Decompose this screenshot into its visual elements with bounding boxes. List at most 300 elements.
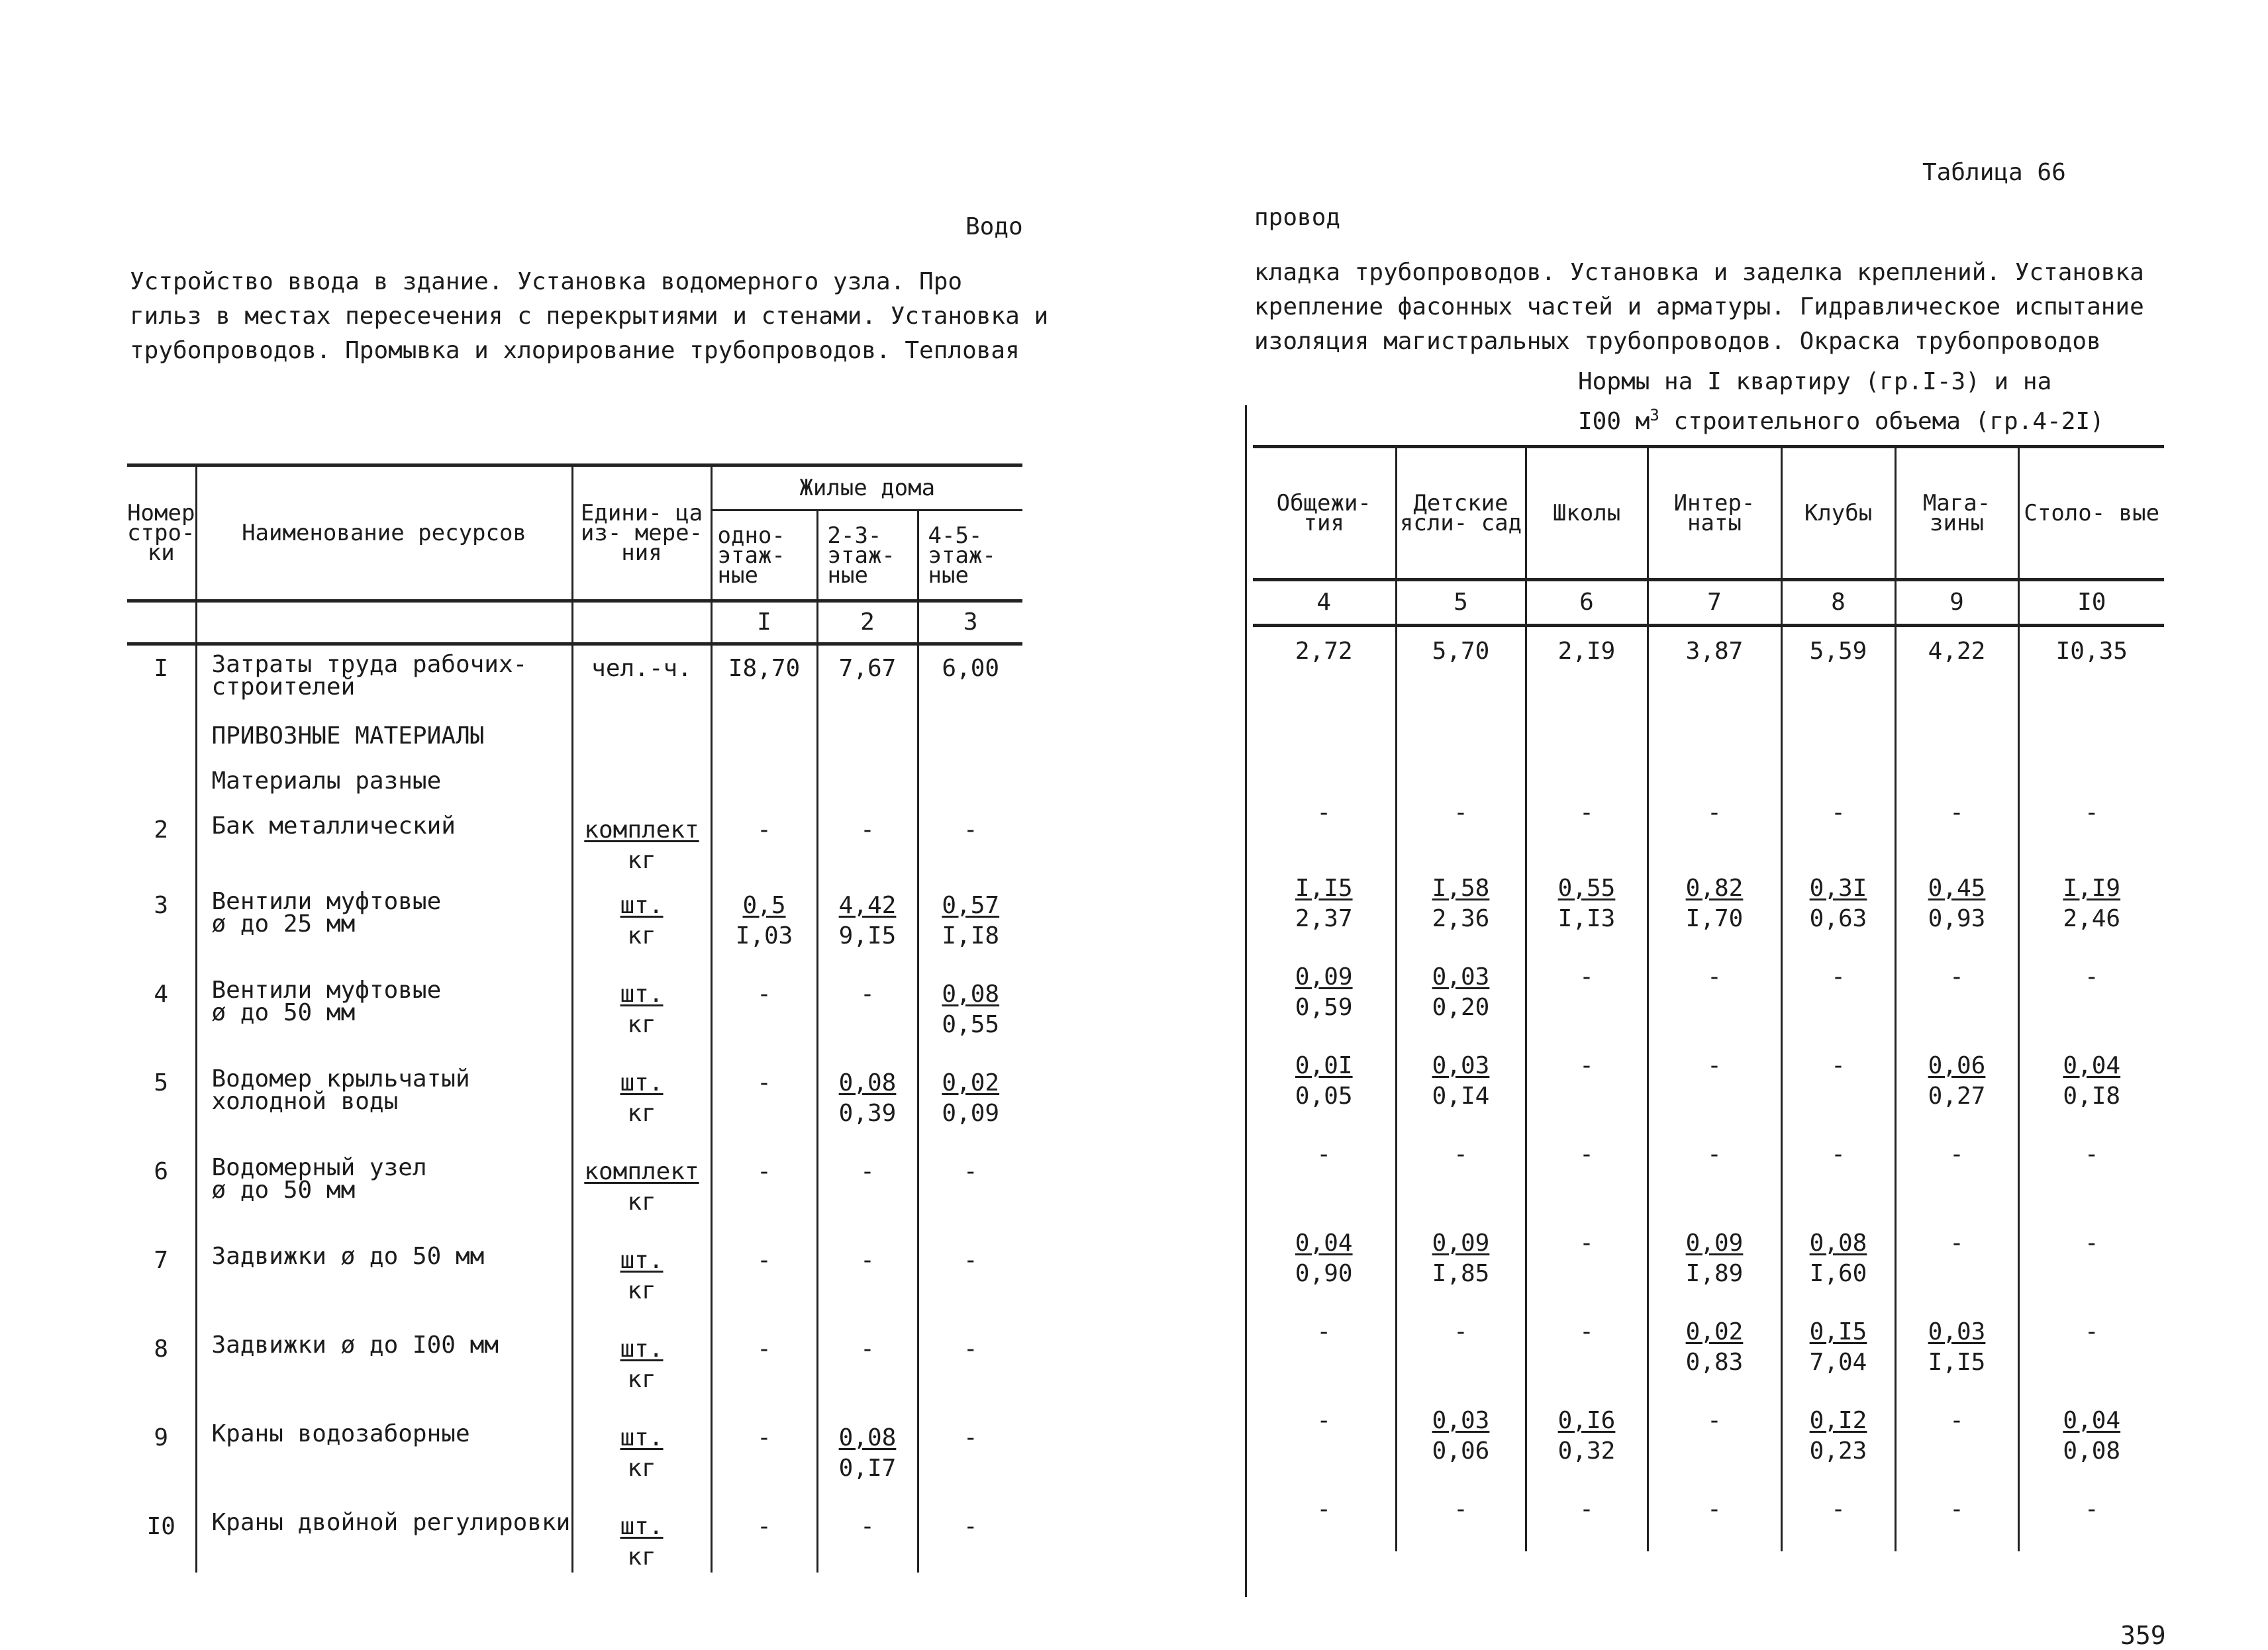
cell-value: 0,06 xyxy=(1432,1437,1490,1465)
column-index: 9 xyxy=(1895,580,2018,626)
cell-value: - xyxy=(1579,1318,1594,1345)
value-cell xyxy=(1648,789,1781,864)
table-row xyxy=(1253,1485,2164,1551)
header-residential-group: Жилые дома xyxy=(711,465,1022,510)
cell-value: - xyxy=(860,1157,875,1185)
row-number: 6 xyxy=(127,1149,196,1238)
header-unit: Едини- ца из- мере- ния xyxy=(572,465,711,601)
cell-value: 2,36 xyxy=(1432,904,1490,932)
value-cell xyxy=(1648,699,1781,744)
cell-value: 0,04 xyxy=(1295,1229,1353,1257)
value-cell xyxy=(1781,1308,1895,1396)
value-cell xyxy=(1396,953,1526,1042)
cell-value: - xyxy=(2084,799,2099,826)
cell-value: - xyxy=(1316,799,1332,826)
cell-value: - xyxy=(1707,799,1722,826)
resource-name-line: строителей xyxy=(211,673,356,701)
cell-value: 2,I9 xyxy=(1557,638,1616,665)
value-cell xyxy=(1895,864,2018,953)
value-cell xyxy=(1396,1485,1526,1551)
cell-value: 0,02 xyxy=(1685,1318,1744,1345)
description-line: гильз в местах пересечения с перекрытиями и стенами. Установка и xyxy=(130,303,1049,330)
cell-value: - xyxy=(1949,1495,1964,1523)
cell-value: 0,04 xyxy=(2063,1051,2121,1079)
unit-line: шт. xyxy=(620,891,664,919)
cell-value: 4,22 xyxy=(1928,638,1986,665)
resource-name-line: ø до 50 мм xyxy=(211,1176,356,1204)
title-right: провод xyxy=(1254,204,1341,231)
value-cell xyxy=(2018,1042,2164,1130)
unit-line: кг xyxy=(627,1543,656,1571)
index-2: 2 xyxy=(817,601,918,644)
value-cell xyxy=(1253,1130,1396,1219)
header-building-type: Интер- наты xyxy=(1648,447,1781,580)
cell-value: I,60 xyxy=(1809,1259,1867,1287)
value-cell xyxy=(1648,1485,1781,1551)
cell-value: I,70 xyxy=(1685,904,1744,932)
index-3: 3 xyxy=(963,608,978,636)
cell-value: 2,72 xyxy=(1295,638,1353,665)
cell-value: - xyxy=(757,1424,771,1451)
value-cell xyxy=(1648,1219,1781,1308)
value-cell xyxy=(1895,1042,2018,1130)
cell-value: - xyxy=(1454,1140,1468,1168)
value-cell xyxy=(1253,864,1396,953)
cell-value: 5,59 xyxy=(1809,638,1867,665)
cell-value: - xyxy=(1949,963,1964,991)
value-cell xyxy=(918,1504,1022,1573)
value-cell xyxy=(817,1149,918,1238)
value-cell xyxy=(1253,744,1396,789)
resource-name-line: Задвижки ø до 50 мм xyxy=(211,1242,485,1270)
value-cell xyxy=(817,1238,918,1326)
cell-value: 0,I5 xyxy=(1809,1318,1867,1345)
cell-value: 0,20 xyxy=(1432,993,1490,1021)
value-cell xyxy=(711,1060,817,1149)
resource-name xyxy=(196,883,572,971)
resource-name xyxy=(196,717,572,762)
unit-line: кг xyxy=(627,922,656,949)
value-cell xyxy=(2018,1396,2164,1485)
value-cell xyxy=(1781,864,1895,953)
value-cell xyxy=(918,644,1022,717)
value-cell xyxy=(918,807,1022,883)
value-cell xyxy=(1781,1485,1895,1551)
cell-value: 0,08 xyxy=(2063,1437,2121,1465)
cell-value: 2,37 xyxy=(1295,904,1353,932)
unit-of-measure xyxy=(572,807,711,883)
resource-name xyxy=(196,644,572,717)
description-right xyxy=(1254,256,2144,359)
value-cell xyxy=(2018,1308,2164,1396)
value-cell xyxy=(1526,699,1648,744)
header-col-2-3-storey: 2-3- этаж- ные xyxy=(817,510,918,601)
cell-value: 7,67 xyxy=(838,655,897,682)
cell-value: 3,87 xyxy=(1685,638,1744,665)
cell-value: - xyxy=(757,1246,771,1274)
row-number: 5 xyxy=(127,1060,196,1149)
unit-of-measure xyxy=(572,1149,711,1238)
cell-value: 0,02 xyxy=(942,1069,1000,1096)
cell-value: - xyxy=(757,1069,771,1096)
cell-value: 0,0I xyxy=(1295,1051,1353,1079)
table-row xyxy=(127,1504,1022,1573)
unit-of-measure xyxy=(572,1504,711,1573)
value-cell xyxy=(1253,1042,1396,1130)
value-cell xyxy=(1526,1485,1648,1551)
cell-value: 0,59 xyxy=(1295,993,1353,1021)
table-row xyxy=(1253,626,2164,699)
value-cell xyxy=(711,762,817,807)
value-cell xyxy=(1895,1308,2018,1396)
cell-value: 0,06 xyxy=(1928,1051,1986,1079)
value-cell xyxy=(1396,1396,1526,1485)
cell-value: 0,03 xyxy=(1432,1051,1490,1079)
cell-value: 0,39 xyxy=(838,1099,897,1127)
value-cell xyxy=(1253,1308,1396,1396)
value-cell xyxy=(711,1238,817,1326)
cell-value: - xyxy=(860,1512,875,1540)
value-cell xyxy=(1396,744,1526,789)
value-cell xyxy=(1526,1396,1648,1485)
cell-value: 0,08 xyxy=(942,980,1000,1008)
cell-value: - xyxy=(860,1246,875,1274)
row-number: I0 xyxy=(127,1504,196,1573)
cell-value: - xyxy=(860,816,875,844)
value-cell xyxy=(1526,789,1648,864)
resource-name-line: Краны двойной регулировки xyxy=(211,1508,571,1536)
value-cell xyxy=(817,1060,918,1149)
cell-value: - xyxy=(1454,1318,1468,1345)
value-cell xyxy=(2018,864,2164,953)
unit-line: комплект xyxy=(584,1157,699,1185)
resource-name-line: Затраты труда рабочих- xyxy=(211,651,528,678)
unit-of-measure xyxy=(572,971,711,1060)
value-cell xyxy=(817,971,918,1060)
cell-value: I,03 xyxy=(735,922,793,949)
cell-value: - xyxy=(757,1157,771,1185)
cell-value: 0,90 xyxy=(1295,1259,1353,1287)
value-cell xyxy=(817,644,918,717)
cell-value: - xyxy=(1831,799,1846,826)
cell-value: - xyxy=(2084,963,2099,991)
cell-value: I,85 xyxy=(1432,1259,1490,1287)
unit-line: кг xyxy=(627,1099,656,1127)
value-cell xyxy=(817,762,918,807)
row-number: 2 xyxy=(127,807,196,883)
cell-value: 0,08 xyxy=(1809,1229,1867,1257)
value-cell xyxy=(1781,789,1895,864)
column-index: 5 xyxy=(1396,580,1526,626)
right-table-left-border xyxy=(1245,405,1247,1597)
table-row xyxy=(127,1238,1022,1326)
unit-line: шт. xyxy=(620,1335,664,1363)
value-cell xyxy=(2018,1485,2164,1551)
cell-value: - xyxy=(963,1424,978,1451)
cell-value: - xyxy=(1949,1140,1964,1168)
header-building-type: Детские ясли- сад xyxy=(1396,447,1526,580)
value-cell xyxy=(1396,864,1526,953)
cell-value: 0,09 xyxy=(1295,963,1353,991)
cell-value: I,I8 xyxy=(942,922,1000,949)
cell-value: - xyxy=(1579,799,1594,826)
cell-value: 0,45 xyxy=(1928,874,1986,902)
value-cell xyxy=(1781,1042,1895,1130)
unit-line: кг xyxy=(627,846,656,874)
cell-value: - xyxy=(1316,1495,1332,1523)
value-cell xyxy=(817,1326,918,1415)
cell-value: - xyxy=(860,1335,875,1363)
value-cell xyxy=(1253,626,1396,699)
cell-value: - xyxy=(1579,1140,1594,1168)
cell-value: - xyxy=(1707,1140,1722,1168)
value-cell xyxy=(1253,1396,1396,1485)
value-cell xyxy=(1648,1396,1781,1485)
value-cell xyxy=(817,717,918,762)
table-row xyxy=(1253,953,2164,1042)
header-col-4-5-storey: 4-5- этаж- ные xyxy=(928,522,996,589)
cell-value: - xyxy=(1579,1051,1594,1079)
value-cell xyxy=(1648,953,1781,1042)
cell-value: - xyxy=(1831,1495,1846,1523)
value-cell xyxy=(1648,864,1781,953)
row-number: 9 xyxy=(127,1415,196,1504)
cell-value: - xyxy=(1579,1229,1594,1257)
value-cell xyxy=(1253,1219,1396,1308)
cell-value: I0,35 xyxy=(2055,638,2128,665)
value-cell xyxy=(817,807,918,883)
cell-value: 0,I8 xyxy=(2063,1082,2121,1110)
cell-value: - xyxy=(1316,1140,1332,1168)
norms-line-2: I00 $м^3$ строительного объема (гр.4-2I) xyxy=(1578,406,2104,435)
description-left xyxy=(130,265,1048,368)
table-row xyxy=(127,1415,1022,1504)
column-index: 8 xyxy=(1781,580,1895,626)
value-cell xyxy=(1781,1130,1895,1219)
cell-value: I,89 xyxy=(1685,1259,1744,1287)
cell-value: 0,09 xyxy=(1432,1229,1490,1257)
left-resource-table xyxy=(127,463,1022,1573)
right-building-type-table xyxy=(1253,445,2164,1551)
table-row xyxy=(127,1060,1022,1149)
table-row xyxy=(1253,744,2164,789)
value-cell xyxy=(711,644,817,717)
cell-value: 0,3I xyxy=(1809,874,1867,902)
value-cell xyxy=(2018,699,2164,744)
resource-name xyxy=(196,1504,572,1573)
cell-value: - xyxy=(963,1246,978,1274)
row-number xyxy=(127,717,196,762)
value-cell xyxy=(711,807,817,883)
resource-name xyxy=(196,1238,572,1326)
value-cell xyxy=(918,1238,1022,1326)
unit-line: шт. xyxy=(620,1424,664,1451)
table-row xyxy=(127,644,1022,717)
description-line: Устройство ввода в здание. Установка водомерного узла. Про xyxy=(130,268,963,295)
cell-value: I,I5 xyxy=(1295,874,1353,902)
value-cell xyxy=(2018,626,2164,699)
value-cell xyxy=(817,1415,918,1504)
resource-name-line: Водомерный узел xyxy=(211,1153,427,1181)
cell-value: 0,03 xyxy=(1928,1318,1986,1345)
value-cell xyxy=(918,1149,1022,1238)
table-row xyxy=(127,807,1022,883)
unit-of-measure xyxy=(572,1060,711,1149)
cell-value: - xyxy=(1316,1406,1332,1434)
cell-value: - xyxy=(1831,1140,1846,1168)
unit-of-measure xyxy=(572,1238,711,1326)
cell-value: - xyxy=(1831,963,1846,991)
row-number: 7 xyxy=(127,1238,196,1326)
resource-name-line: Вентили муфтовые xyxy=(211,976,442,1004)
description-line: крепление фасонных частей и арматуры. Гидравлическое испытание xyxy=(1254,293,2144,320)
table-row xyxy=(1253,1219,2164,1308)
value-cell xyxy=(1895,699,2018,744)
column-index: I0 xyxy=(2077,589,2106,616)
cell-value: 0,57 xyxy=(942,891,1000,919)
unit-line: шт. xyxy=(620,1246,664,1274)
value-cell xyxy=(1895,1130,2018,1219)
table-row xyxy=(1253,1396,2164,1485)
value-cell xyxy=(1396,1042,1526,1130)
value-cell xyxy=(1396,1219,1526,1308)
header-building-type: Столо- вые xyxy=(2024,500,2160,526)
page-number: 359 xyxy=(2120,1621,2166,1650)
value-cell xyxy=(1253,953,1396,1042)
resource-name-line: Задвижки ø до I00 мм xyxy=(211,1331,499,1359)
value-cell xyxy=(1648,626,1781,699)
header-building-type: Мага- зины xyxy=(1895,447,2018,580)
resource-name xyxy=(196,1415,572,1504)
cell-value: 9,I5 xyxy=(838,922,897,949)
unit-line: шт. xyxy=(620,1512,664,1540)
cell-value: 0,83 xyxy=(1685,1348,1744,1376)
cell-value: - xyxy=(1949,1229,1964,1257)
cell-value: 2,46 xyxy=(2063,904,2121,932)
resource-name-line: ПРИВОЗНЫЕ МАТЕРИАЛЫ xyxy=(211,722,485,750)
cell-value: - xyxy=(1454,1495,1468,1523)
cell-value: 0,I4 xyxy=(1432,1082,1490,1110)
value-cell xyxy=(817,883,918,971)
table-row xyxy=(127,1326,1022,1415)
unit-of-measure xyxy=(572,717,711,762)
cell-value: 0,05 xyxy=(1295,1082,1353,1110)
cell-value: I8,70 xyxy=(728,655,801,682)
table-row xyxy=(1253,699,2164,744)
cell-value: 5,70 xyxy=(1432,638,1490,665)
cell-value: - xyxy=(963,1157,978,1185)
unit-of-measure xyxy=(572,1415,711,1504)
cell-value: - xyxy=(2084,1140,2099,1168)
resource-name xyxy=(196,1149,572,1238)
value-cell xyxy=(1253,789,1396,864)
value-cell xyxy=(1648,1308,1781,1396)
value-cell xyxy=(1781,626,1895,699)
column-index: 6 xyxy=(1526,580,1648,626)
cell-value: I,I3 xyxy=(1557,904,1616,932)
value-cell xyxy=(1396,1308,1526,1396)
cell-value: I,I5 xyxy=(1928,1348,1986,1376)
header-building-type: Школы xyxy=(1526,447,1648,580)
cell-value: - xyxy=(2084,1495,2099,1523)
table-row xyxy=(127,717,1022,762)
value-cell xyxy=(711,971,817,1060)
unit-line: кг xyxy=(627,1365,656,1393)
row-number xyxy=(127,762,196,807)
unit-line: кг xyxy=(627,1188,656,1216)
value-cell xyxy=(1781,699,1895,744)
table-row xyxy=(1253,1042,2164,1130)
cell-value: 0,5 xyxy=(742,891,786,919)
cell-value: - xyxy=(963,816,978,844)
cell-value: 0,I7 xyxy=(838,1454,897,1482)
cell-value: - xyxy=(1454,799,1468,826)
value-cell xyxy=(2018,744,2164,789)
row-number: 8 xyxy=(127,1326,196,1415)
value-cell xyxy=(1396,1130,1526,1219)
value-cell xyxy=(1396,789,1526,864)
value-cell xyxy=(1526,1130,1648,1219)
cell-value: - xyxy=(1579,1495,1594,1523)
unit-line: чел.-ч. xyxy=(591,655,692,682)
cell-value: 0,04 xyxy=(2063,1406,2121,1434)
value-cell xyxy=(1895,1485,2018,1551)
value-cell xyxy=(1526,1308,1648,1396)
unit-line: кг xyxy=(627,1454,656,1482)
cell-value: 0,23 xyxy=(1809,1437,1867,1465)
value-cell xyxy=(711,1504,817,1573)
value-cell xyxy=(918,971,1022,1060)
table-row xyxy=(1253,1130,2164,1219)
value-cell xyxy=(1895,953,2018,1042)
header-row-number: Номер стро- ки xyxy=(127,465,196,601)
unit-of-measure xyxy=(572,883,711,971)
column-index: 7 xyxy=(1648,580,1781,626)
resource-name-line: Водомер крыльчатый xyxy=(211,1065,470,1092)
cell-value: - xyxy=(1949,1406,1964,1434)
cell-value: - xyxy=(1949,799,1964,826)
cell-value: - xyxy=(2084,1318,2099,1345)
cell-value: 0,09 xyxy=(942,1099,1000,1127)
cell-value: - xyxy=(1707,1051,1722,1079)
cell-value: 0,55 xyxy=(1557,874,1616,902)
row-number: 4 xyxy=(127,971,196,1060)
value-cell xyxy=(1895,1219,2018,1308)
resource-name-line: холодной воды xyxy=(211,1087,399,1115)
cell-value: - xyxy=(1831,1051,1846,1079)
table-row xyxy=(1253,789,2164,864)
cell-value: 0,09 xyxy=(1685,1229,1744,1257)
value-cell xyxy=(1895,1396,2018,1485)
cell-value: - xyxy=(963,1335,978,1363)
value-cell xyxy=(1781,744,1895,789)
value-cell xyxy=(711,717,817,762)
cell-value: 0,63 xyxy=(1809,904,1867,932)
unit-of-measure xyxy=(572,1326,711,1415)
resource-name xyxy=(196,807,572,883)
value-cell xyxy=(1648,1130,1781,1219)
resource-name-line: Краны водозаборные xyxy=(211,1420,470,1447)
value-cell xyxy=(711,1415,817,1504)
unit-of-measure xyxy=(572,644,711,717)
value-cell xyxy=(918,1060,1022,1149)
cell-value: 4,42 xyxy=(838,891,897,919)
value-cell xyxy=(2018,953,2164,1042)
cell-value: - xyxy=(757,816,771,844)
value-cell xyxy=(1253,1485,1396,1551)
unit-of-measure xyxy=(572,762,711,807)
cell-value: 0,82 xyxy=(1685,874,1744,902)
